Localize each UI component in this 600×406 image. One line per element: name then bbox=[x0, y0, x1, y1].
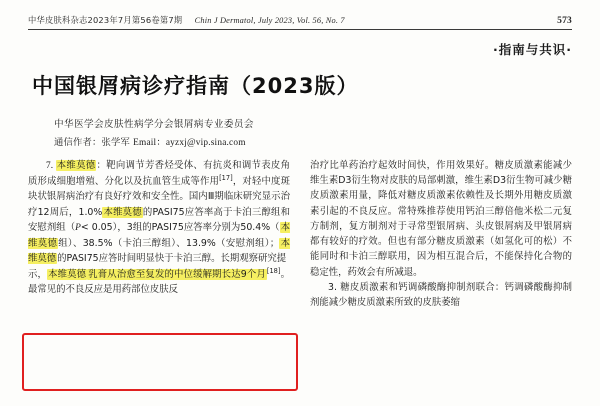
column-right bbox=[310, 158, 572, 310]
highlighted-text: 本维莫德 bbox=[48, 268, 87, 280]
italic-text: P bbox=[75, 222, 81, 233]
article-category: ·指南与共识· bbox=[493, 42, 572, 57]
body-text: 3. 糖皮质激素和钙调磷酸酶抑制剂联合：钙调磷酸酶抑制剂能减少糖皮质激素所致的皮肤萎缩 bbox=[310, 281, 572, 309]
page-title: 中国银屑病诊疗指南（2023版） bbox=[32, 74, 359, 98]
correspondence-email: Email：ayzxj@vip.sina.com bbox=[133, 138, 246, 148]
highlighted-text: 本维莫德 bbox=[28, 238, 290, 265]
journal-name-cn: 中华皮肤科杂志2023年7月第56卷第7期 bbox=[28, 15, 183, 25]
highlighted-text: 本维莫德 bbox=[56, 160, 96, 171]
body-text: < 0.05），3组的PASI75应答率分别为50.4%（ bbox=[80, 221, 280, 233]
paragraph bbox=[310, 158, 572, 280]
running-head-left bbox=[28, 14, 345, 26]
paragraph bbox=[28, 158, 290, 267]
list-number: 7. bbox=[46, 161, 56, 171]
highlighted-text: 本维莫德 bbox=[28, 221, 290, 250]
author-line: 中华医学会皮肤性病学分会银屑病专业委员会 bbox=[54, 119, 254, 130]
correspondence-line bbox=[54, 134, 572, 148]
reference-marker: [18] bbox=[266, 266, 281, 275]
body-text: 的PASI75应答时间明显快于卡泊三醇。长期观察研究提 bbox=[57, 253, 287, 265]
body-text: 治疗比单药治疗起效时间快，作用效果好。糖皮质激素能减少维生素D3衍生物对皮肤的局部刺激，维生素D3衍生物可减少糖皮质激素用量，降低对糖皮质激素依赖性及长期外用糖皮质激素引起的不良反应。常特殊推荐使用钙泊三醇倍他米松二元复方制剂，复方制剂对于寻常型银屑病、头皮银屑病及甲银屑病都有较好的疗效。但也有部分糖皮质激素（如氢化可的松）不能同时和卡泊三醇联用，因为相互混合后，不能保持化合物的稳定性，药效会有所减退。 bbox=[310, 160, 572, 278]
body-text: ：靶向调节芳香烃受体、有抗炎和调节表皮角质形成细胞增殖、分化以及抗血管生成等作用 bbox=[28, 160, 290, 188]
reference-marker: [17] bbox=[219, 174, 233, 183]
journal-name-en: Chin J Dermatol, July 2023, Vol. 56, No. 7 bbox=[194, 16, 345, 25]
correspondence-author: 通信作者：张学军 bbox=[54, 137, 130, 148]
paragraph bbox=[28, 267, 290, 297]
highlighted-text: 乳膏从治愈至复发的中位缓解期长达9个月 bbox=[88, 268, 266, 280]
body-text: 示， bbox=[28, 268, 48, 280]
body-columns bbox=[28, 158, 572, 310]
body-text: 的PASI75应答率高于卡泊三醇组和安慰剂组（ bbox=[28, 206, 290, 233]
paragraph bbox=[310, 280, 572, 310]
page-number: 573 bbox=[557, 16, 572, 26]
header-divider bbox=[28, 29, 572, 30]
column-left bbox=[28, 158, 290, 310]
red-annotation-box bbox=[22, 333, 298, 391]
body-text: 。最常见的不良反应是用药部位皮肤反 bbox=[28, 268, 290, 295]
body-text: 组）、38.5%（卡泊三醇组）、13.9%（安慰剂组）； bbox=[58, 238, 280, 250]
highlighted-text: 本维莫德 bbox=[103, 206, 142, 218]
body-text: ，对轻中度斑块状银屑病治疗有良好疗效和安全性。国内Ⅲ期临床研究显示治疗12周后，1.0% bbox=[28, 176, 290, 218]
running-head bbox=[28, 14, 572, 29]
